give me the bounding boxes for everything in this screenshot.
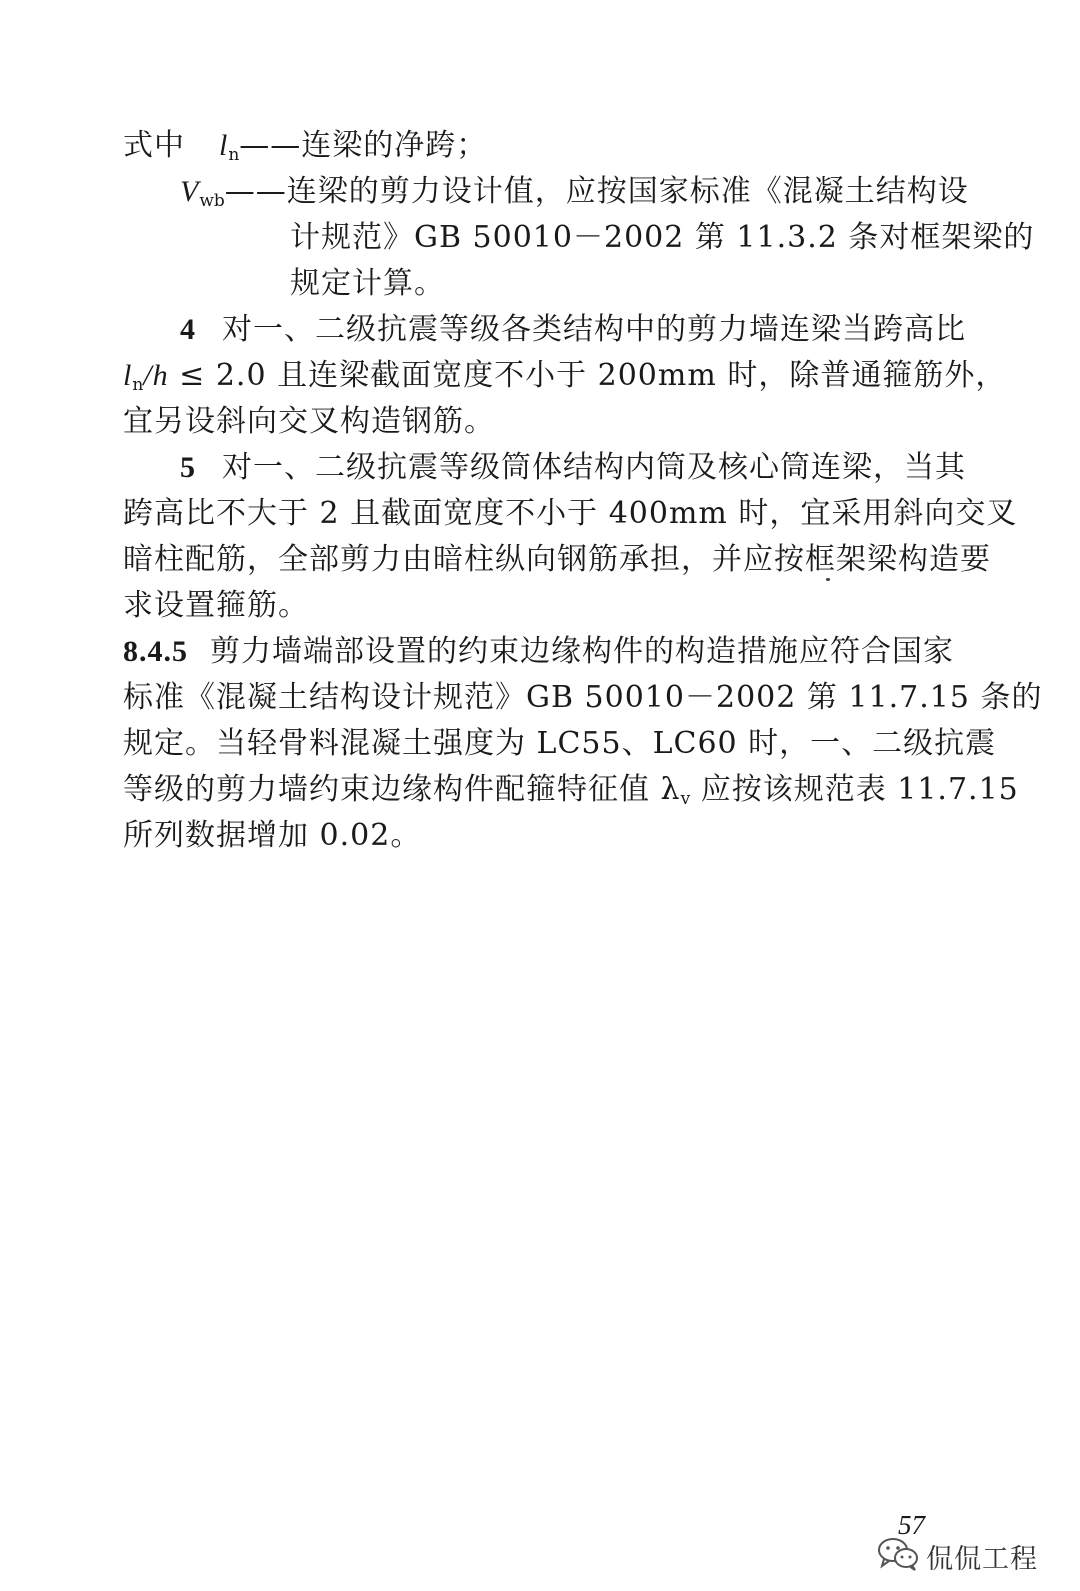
watermark [876, 1536, 1038, 1576]
clause-line-3: 规定。当轻骨料混凝土强度为 LC55、LC60 时，一、二级抗震 [123, 726, 997, 761]
clause-text-1: 剪力墙端部设置的约束边缘构件的构造措施应符合国家 [210, 634, 954, 669]
symbol-h: /h [143, 359, 169, 392]
item-5-text-1: 对一、二级抗震等级筒体结构内筒及核心筒连梁，当其 [222, 450, 966, 485]
item-5-line-2: 跨高比不大于 2 且截面宽度不小于 400mm 时，宜采用斜向交叉 [123, 496, 1018, 531]
symbol-ln-ratio-subscript: n [132, 375, 144, 395]
definition-vwb [180, 172, 969, 221]
item-5-number: 5 [180, 451, 196, 484]
watermark-text: 侃侃工程 [926, 1543, 1038, 1575]
clause-line-4 [123, 770, 1019, 819]
clause-text-4b: 应按该规范表 11.7.15 [690, 772, 1019, 807]
item-4-line-1 [180, 310, 966, 350]
item-4-line-2 [123, 356, 1006, 405]
definition-vwb-line-2: 计规范》GB 50010－2002 第 11.3.2 条对框架梁的 [290, 220, 1035, 255]
clause-line-2: 标准《混凝土结构设计规范》GB 50010－2002 第 11.7.15 条的 [123, 680, 1043, 715]
page-number: 57 [898, 1510, 925, 1540]
symbol-lambda-subscript: v [680, 789, 691, 809]
item-5-line-3: 暗柱配筋，全部剪力由暗柱纵向钢筋承担，并应按框架梁构造要 [123, 542, 991, 577]
definition-intro: 式中 [123, 128, 185, 163]
item-4-line-3: 宜另设斜向交叉构造钢筋。 [123, 404, 495, 439]
clause-line-1 [123, 632, 954, 672]
symbol-vwb: V [180, 175, 200, 208]
clause-text-4a: 等级的剪力墙约束边缘构件配箍特征值 λ [123, 772, 681, 807]
definition-vwb-text-1: ——连梁的剪力设计值，应按国家标准《混凝土结构设 [224, 174, 969, 209]
definition-ln-text: ——连梁的净跨； [239, 128, 488, 163]
clause-number: 8.4.5 [123, 635, 188, 668]
item-5-line-1 [180, 448, 966, 488]
item-5-line-4: 求设置箍筋。 [123, 588, 309, 623]
wechat-icon [876, 1536, 920, 1576]
stray-mark [826, 578, 830, 581]
symbol-ln: l [219, 129, 229, 162]
symbol-vwb-subscript: wb [199, 191, 225, 211]
item-4-number: 4 [180, 313, 196, 346]
definition-ln [123, 126, 487, 175]
item-4-text-2: ≤ 2.0 且连梁截面宽度不小于 200mm 时，除普通箍筋外， [168, 358, 1007, 393]
item-4-text-1: 对一、二级抗震等级各类结构中的剪力墙连梁当跨高比 [222, 312, 966, 347]
clause-line-5: 所列数据增加 0.02。 [123, 818, 422, 853]
symbol-ln-ratio: l [123, 359, 133, 392]
symbol-ln-subscript: n [228, 145, 240, 165]
definition-vwb-line-3: 规定计算。 [290, 266, 445, 301]
